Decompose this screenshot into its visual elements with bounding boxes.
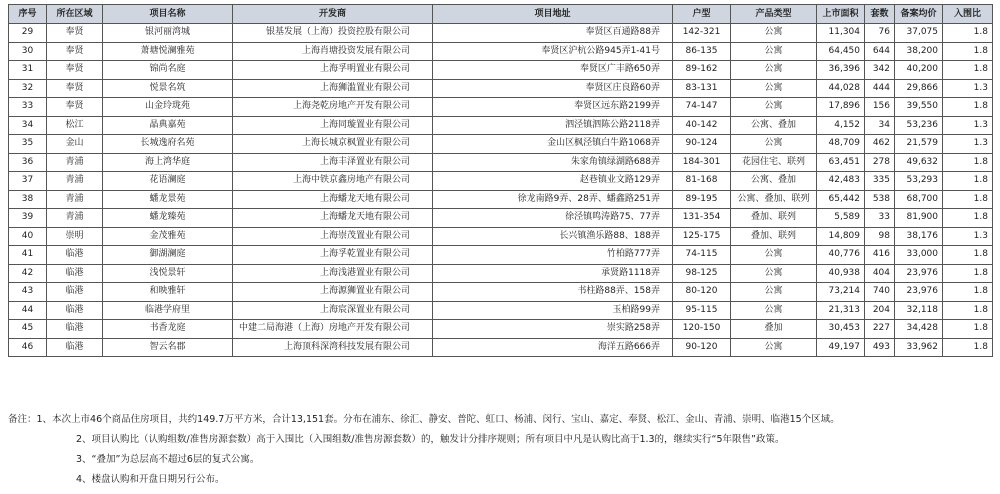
housing-project-table [8, 4, 993, 357]
cell-listed-area: 64,450 [817, 42, 865, 61]
cell-project-name: 悦景名筑 [103, 79, 233, 98]
table-row [9, 61, 993, 80]
cell-qualify-ratio: 1.8 [943, 320, 993, 339]
cell-project-name: 智云名郡 [103, 338, 233, 357]
cell-developer: 上海尧乾房地产开发有限公司 [233, 98, 433, 117]
header-developer: 开发商 [233, 5, 433, 24]
cell-developer: 上海顶科深湾科技发展有限公司 [233, 338, 433, 357]
cell-district: 奉贤 [47, 24, 103, 43]
cell-avg-price: 37,075 [895, 24, 943, 43]
cell-unit-size: 120-150 [673, 320, 731, 339]
cell-developer: 上海肖塘投资发展有限公司 [233, 42, 433, 61]
cell-listed-area: 21,313 [817, 301, 865, 320]
cell-qualify-ratio: 1.3 [943, 116, 993, 135]
cell-district: 崇明 [47, 227, 103, 246]
cell-developer: 上海孚乾置业有限公司 [233, 246, 433, 265]
note-1-text: 1、本次上市46个商品住房项目，共约149.7万平方米，合计13,151套。分布在浦东、徐汇、静安、普陀、虹口、杨浦、闵行、宝山、嘉定、奉贤、松江、金山、青浦、崇明、临港15个区域。 [36, 414, 840, 425]
table-row [9, 338, 993, 357]
cell-project-name: 锦尚名庭 [103, 61, 233, 80]
table-body [9, 24, 993, 357]
cell-index: 46 [9, 338, 47, 357]
cell-address: 承贤路1118弄 [433, 264, 673, 283]
cell-product-type: 公寓 [731, 98, 817, 117]
cell-district: 临港 [47, 283, 103, 302]
cell-address: 玉柏路99弄 [433, 301, 673, 320]
cell-qualify-ratio: 1.3 [943, 135, 993, 154]
cell-avg-price: 29,866 [895, 79, 943, 98]
cell-index: 35 [9, 135, 47, 154]
cell-district: 临港 [47, 338, 103, 357]
table-row [9, 190, 993, 209]
cell-address: 赵巷镇业文路129弄 [433, 172, 673, 191]
header-index: 序号 [9, 5, 47, 24]
cell-qualify-ratio: 1.8 [943, 301, 993, 320]
cell-index: 39 [9, 209, 47, 228]
cell-index: 36 [9, 153, 47, 172]
cell-unit-size: 83-131 [673, 79, 731, 98]
cell-developer: 上海长城京枫置业有限公司 [233, 135, 433, 154]
cell-index: 41 [9, 246, 47, 265]
cell-index: 42 [9, 264, 47, 283]
cell-listed-area: 48,709 [817, 135, 865, 154]
cell-address: 奉贤区庄良路60弄 [433, 79, 673, 98]
cell-district: 临港 [47, 320, 103, 339]
cell-unit-count: 204 [865, 301, 895, 320]
table-header [9, 5, 993, 24]
cell-developer: 上海同璇置业有限公司 [233, 116, 433, 135]
cell-address: 崇实路258弄 [433, 320, 673, 339]
cell-qualify-ratio: 1.8 [943, 246, 993, 265]
housing-project-table-container [8, 4, 992, 357]
cell-address: 徐龙南路9弄、28弄、蟠鑫路251弄 [433, 190, 673, 209]
cell-avg-price: 38,200 [895, 42, 943, 61]
cell-index: 44 [9, 301, 47, 320]
cell-unit-count: 156 [865, 98, 895, 117]
cell-project-name: 长城逸府名苑 [103, 135, 233, 154]
header-row [9, 5, 993, 24]
cell-listed-area: 17,896 [817, 98, 865, 117]
header-product-type: 产品类型 [731, 5, 817, 24]
cell-product-type: 公寓 [731, 61, 817, 80]
cell-product-type: 叠加、联列 [731, 227, 817, 246]
cell-project-name: 萧塘悦澜雅苑 [103, 42, 233, 61]
cell-unit-size: 125-175 [673, 227, 731, 246]
cell-project-name: 金茂雅苑 [103, 227, 233, 246]
table-row [9, 227, 993, 246]
cell-listed-area: 49,197 [817, 338, 865, 357]
cell-avg-price: 38,176 [895, 227, 943, 246]
table-row [9, 301, 993, 320]
cell-unit-count: 444 [865, 79, 895, 98]
cell-unit-size: 81-168 [673, 172, 731, 191]
cell-district: 临港 [47, 301, 103, 320]
cell-qualify-ratio: 1.3 [943, 227, 993, 246]
cell-district: 奉贤 [47, 61, 103, 80]
table-row [9, 116, 993, 135]
cell-index: 38 [9, 190, 47, 209]
cell-unit-count: 34 [865, 116, 895, 135]
cell-developer: 上海蟠龙天地有限公司 [233, 209, 433, 228]
table-row [9, 209, 993, 228]
table-row [9, 24, 993, 43]
table-row [9, 153, 993, 172]
cell-district: 临港 [47, 264, 103, 283]
cell-project-name: 书香龙庭 [103, 320, 233, 339]
cell-avg-price: 68,700 [895, 190, 943, 209]
cell-avg-price: 40,200 [895, 61, 943, 80]
header-unit-count: 套数 [865, 5, 895, 24]
cell-address: 朱家角镇绿湖路688弄 [433, 153, 673, 172]
cell-qualify-ratio: 1.8 [943, 24, 993, 43]
cell-index: 34 [9, 116, 47, 135]
cell-listed-area: 30,453 [817, 320, 865, 339]
cell-qualify-ratio: 1.8 [943, 190, 993, 209]
cell-unit-count: 98 [865, 227, 895, 246]
table-row [9, 42, 993, 61]
header-district: 所在区域 [47, 5, 103, 24]
cell-district: 金山 [47, 135, 103, 154]
cell-product-type: 公寓 [731, 264, 817, 283]
cell-unit-size: 131-354 [673, 209, 731, 228]
cell-district: 奉贤 [47, 98, 103, 117]
cell-listed-area: 40,938 [817, 264, 865, 283]
cell-listed-area: 5,589 [817, 209, 865, 228]
cell-qualify-ratio: 1.3 [943, 79, 993, 98]
table-row [9, 135, 993, 154]
cell-unit-size: 74-115 [673, 246, 731, 265]
cell-unit-count: 76 [865, 24, 895, 43]
cell-developer: 上海源狮置业有限公司 [233, 283, 433, 302]
cell-avg-price: 33,962 [895, 338, 943, 357]
cell-developer: 上海中铁京鑫房地产有限公司 [233, 172, 433, 191]
note-3: 3、“叠加”为总层高不超过6层的复式公寓。 [76, 454, 260, 465]
table-row [9, 172, 993, 191]
cell-avg-price: 21,579 [895, 135, 943, 154]
note-1 [8, 410, 992, 430]
cell-index: 30 [9, 42, 47, 61]
cell-unit-size: 90-124 [673, 135, 731, 154]
cell-district: 奉贤 [47, 79, 103, 98]
table-row [9, 283, 993, 302]
cell-listed-area: 73,214 [817, 283, 865, 302]
cell-product-type: 叠加、联列 [731, 209, 817, 228]
cell-unit-size: 90-120 [673, 338, 731, 357]
cell-developer: 上海孚明置业有限公司 [233, 61, 433, 80]
cell-listed-area: 42,483 [817, 172, 865, 191]
note-4: 4、楼盘认购和开盘日期另行公布。 [76, 474, 225, 485]
cell-product-type: 公寓、叠加、联列 [731, 190, 817, 209]
cell-avg-price: 32,118 [895, 301, 943, 320]
cell-district: 奉贤 [47, 42, 103, 61]
cell-qualify-ratio: 1.8 [943, 98, 993, 117]
cell-avg-price: 39,550 [895, 98, 943, 117]
cell-index: 37 [9, 172, 47, 191]
note-2: 2、项目认购比（认购组数/准售房源套数）高于入围比（入围组数/准售房源套数）的，触发计分排序规则；所有项目中凡是认购比高于1.3的，继续实行“5年限售”政策。 [76, 434, 785, 445]
cell-developer: 上海丰泽置业有限公司 [233, 153, 433, 172]
cell-avg-price: 34,428 [895, 320, 943, 339]
cell-product-type: 公寓 [731, 42, 817, 61]
header-qualify-ratio: 入围比 [943, 5, 993, 24]
cell-address: 奉贤区百通路88弄 [433, 24, 673, 43]
notes-prefix: 备注： [8, 414, 37, 425]
cell-product-type: 花园住宅、联列 [731, 153, 817, 172]
cell-address: 竹柏路777弄 [433, 246, 673, 265]
cell-index: 32 [9, 79, 47, 98]
cell-address: 金山区枫泾镇白牛路1068弄 [433, 135, 673, 154]
cell-district: 青浦 [47, 209, 103, 228]
cell-unit-count: 33 [865, 209, 895, 228]
cell-address: 海洋五路666弄 [433, 338, 673, 357]
cell-listed-area: 44,028 [817, 79, 865, 98]
cell-district: 青浦 [47, 153, 103, 172]
cell-product-type: 公寓 [731, 135, 817, 154]
cell-unit-count: 462 [865, 135, 895, 154]
cell-qualify-ratio: 1.8 [943, 42, 993, 61]
cell-index: 45 [9, 320, 47, 339]
table-row [9, 98, 993, 117]
cell-project-name: 浅悦景轩 [103, 264, 233, 283]
cell-unit-size: 86-135 [673, 42, 731, 61]
cell-qualify-ratio: 1.8 [943, 172, 993, 191]
cell-product-type: 公寓 [731, 24, 817, 43]
cell-project-name: 御湖澜庭 [103, 246, 233, 265]
cell-index: 43 [9, 283, 47, 302]
header-avg-price: 备案均价 [895, 5, 943, 24]
cell-unit-size: 142-321 [673, 24, 731, 43]
cell-unit-count: 335 [865, 172, 895, 191]
cell-unit-size: 80-120 [673, 283, 731, 302]
cell-developer: 上海蟠龙天地有限公司 [233, 190, 433, 209]
cell-unit-count: 644 [865, 42, 895, 61]
cell-address: 书柱路88弄、158弄 [433, 283, 673, 302]
cell-index: 31 [9, 61, 47, 80]
cell-developer: 上海崇茂置业有限公司 [233, 227, 433, 246]
table-row [9, 320, 993, 339]
cell-unit-count: 342 [865, 61, 895, 80]
cell-developer: 中建二局海港（上海）房地产开发有限公司 [233, 320, 433, 339]
cell-unit-count: 740 [865, 283, 895, 302]
cell-developer: 银基发展（上海）投资控股有限公司 [233, 24, 433, 43]
cell-unit-size: 40-142 [673, 116, 731, 135]
cell-index: 33 [9, 98, 47, 117]
cell-address: 徐泾镇鸣涛路75、77弄 [433, 209, 673, 228]
cell-address: 奉贤区远东路2199弄 [433, 98, 673, 117]
cell-unit-size: 184-301 [673, 153, 731, 172]
cell-qualify-ratio: 1.8 [943, 283, 993, 302]
cell-developer: 上海宸深置业有限公司 [233, 301, 433, 320]
cell-product-type: 公寓 [731, 338, 817, 357]
cell-address: 奉贤区广丰路650弄 [433, 61, 673, 80]
cell-developer: 上海浅港置业有限公司 [233, 264, 433, 283]
table-row [9, 264, 993, 283]
cell-listed-area: 65,442 [817, 190, 865, 209]
header-project-name: 项目名称 [103, 5, 233, 24]
cell-address: 泗泾镇泗陈公路2118弄 [433, 116, 673, 135]
cell-listed-area: 40,776 [817, 246, 865, 265]
cell-project-name: 晶典嘉苑 [103, 116, 233, 135]
cell-unit-count: 404 [865, 264, 895, 283]
cell-project-name: 蟠龙景苑 [103, 190, 233, 209]
cell-unit-count: 416 [865, 246, 895, 265]
cell-project-name: 海上湾华庭 [103, 153, 233, 172]
cell-product-type: 公寓 [731, 246, 817, 265]
cell-project-name: 山金玲珑苑 [103, 98, 233, 117]
cell-listed-area: 36,396 [817, 61, 865, 80]
cell-qualify-ratio: 1.8 [943, 338, 993, 357]
cell-listed-area: 63,451 [817, 153, 865, 172]
cell-unit-size: 98-125 [673, 264, 731, 283]
cell-project-name: 和映雅轩 [103, 283, 233, 302]
cell-project-name: 蟠龙臻苑 [103, 209, 233, 228]
cell-avg-price: 23,976 [895, 283, 943, 302]
notes-section [8, 410, 992, 490]
cell-address: 奉贤区沪杭公路945弄1-41号 [433, 42, 673, 61]
cell-qualify-ratio: 1.8 [943, 264, 993, 283]
cell-project-name: 临港学府里 [103, 301, 233, 320]
cell-unit-size: 89-162 [673, 61, 731, 80]
cell-unit-count: 493 [865, 338, 895, 357]
cell-district: 青浦 [47, 190, 103, 209]
cell-qualify-ratio: 1.8 [943, 61, 993, 80]
cell-product-type: 公寓、叠加 [731, 172, 817, 191]
cell-address: 长兴镇渔乐路88、188弄 [433, 227, 673, 246]
table-row [9, 246, 993, 265]
cell-qualify-ratio: 1.8 [943, 209, 993, 228]
cell-district: 临港 [47, 246, 103, 265]
cell-product-type: 公寓 [731, 301, 817, 320]
cell-avg-price: 49,632 [895, 153, 943, 172]
cell-avg-price: 53,293 [895, 172, 943, 191]
cell-unit-count: 278 [865, 153, 895, 172]
cell-avg-price: 23,976 [895, 264, 943, 283]
cell-listed-area: 11,304 [817, 24, 865, 43]
cell-district: 青浦 [47, 172, 103, 191]
cell-index: 40 [9, 227, 47, 246]
cell-unit-size: 95-115 [673, 301, 731, 320]
cell-project-name: 银河丽湾城 [103, 24, 233, 43]
cell-project-name: 花语澜庭 [103, 172, 233, 191]
cell-product-type: 叠加 [731, 320, 817, 339]
cell-qualify-ratio: 1.8 [943, 153, 993, 172]
cell-listed-area: 4,152 [817, 116, 865, 135]
cell-unit-size: 89-195 [673, 190, 731, 209]
cell-district: 松江 [47, 116, 103, 135]
cell-unit-count: 538 [865, 190, 895, 209]
cell-avg-price: 81,900 [895, 209, 943, 228]
cell-avg-price: 33,000 [895, 246, 943, 265]
cell-product-type: 公寓、叠加 [731, 116, 817, 135]
cell-unit-size: 74-147 [673, 98, 731, 117]
table-row [9, 79, 993, 98]
cell-avg-price: 53,236 [895, 116, 943, 135]
header-unit-size: 户型 [673, 5, 731, 24]
header-listed-area: 上市面积 [817, 5, 865, 24]
cell-index: 29 [9, 24, 47, 43]
cell-product-type: 公寓 [731, 283, 817, 302]
cell-developer: 上海狮滥置业有限公司 [233, 79, 433, 98]
cell-unit-count: 227 [865, 320, 895, 339]
cell-listed-area: 14,809 [817, 227, 865, 246]
cell-product-type: 公寓 [731, 79, 817, 98]
header-address: 项目地址 [433, 5, 673, 24]
